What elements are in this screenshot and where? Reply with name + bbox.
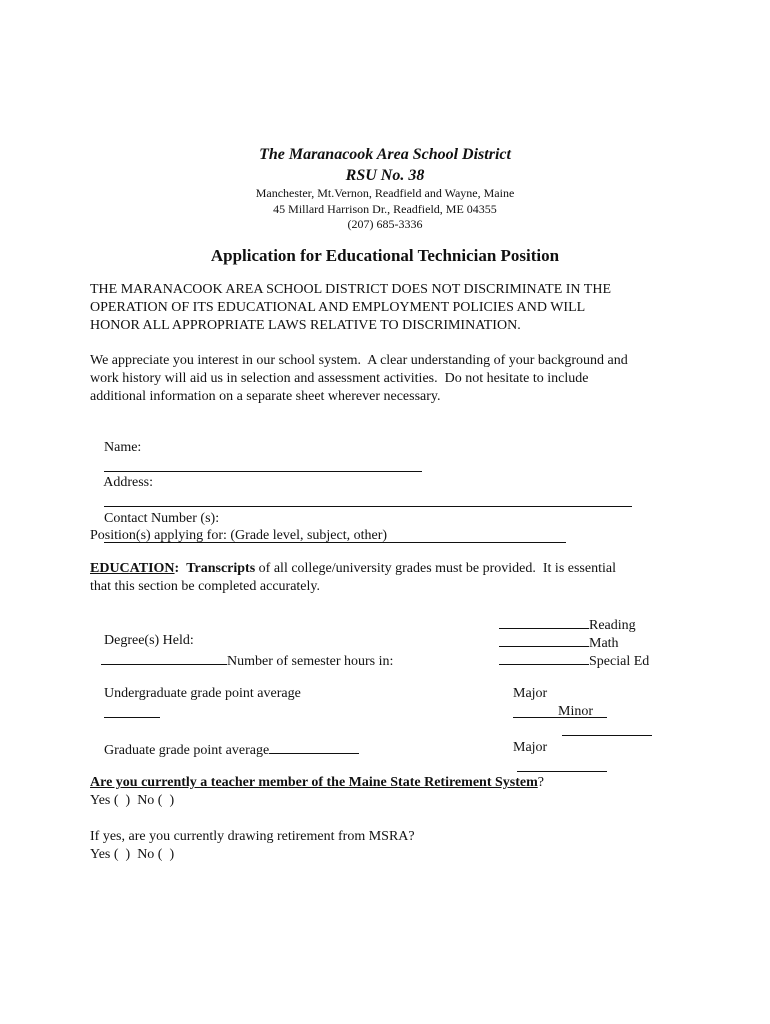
notice-line-3: HONOR ALL APPROPRIATE LAWS RELATIVE TO DISCRIMINATION. [90,318,521,333]
notice-line-1: THE MARANACOOK AREA SCHOOL DISTRICT DOES NOT DISCRIMINATE IN THE [90,282,612,297]
notice-line-2: OPERATION OF ITS EDUCATIONAL AND EMPLOYMENT POLICIES AND WILL [90,300,586,315]
retirement-question-1-text: Are you currently a teacher member of the Maine State Retirement System [90,775,538,790]
undergrad-gpa-input-line[interactable] [104,703,160,718]
name-label: Name: [104,440,142,455]
reading-label: Reading [589,618,636,633]
retirement-question-2: If yes, are you currently drawing retirement from MSRA? [90,829,415,844]
contact-number-label: Contact Number (s): [104,511,220,526]
special-ed-label: Special Ed [589,654,650,669]
application-title: Application for Educational Technician Position [210,246,560,265]
intro-line-2: work history will aid us in selection and assessment activities. Do not hesitate to include [90,371,589,386]
intro-line-3: additional information on a separate sheet wherever necessary. [90,389,441,404]
retirement-answer-1[interactable]: Yes ( ) No ( ) [90,793,175,808]
special-ed-hours-input-line[interactable] [499,650,589,665]
district-street-address: 45 Millard Harrison Dr., Readfield, ME 04355 [273,202,497,216]
transcripts-label: Transcripts [186,561,256,576]
grad-gpa-label: Graduate grade point average [104,743,270,758]
grad-major-input-line[interactable] [517,757,607,772]
retirement-question-1-mark: ? [537,775,544,790]
address-label: Address: [103,475,154,490]
undergrad-major-label: Major [513,686,548,701]
district-phone: (207) 685-3336 [347,217,423,231]
district-towns: Manchester, Mt.Vernon, Readfield and Wayne, Maine [255,186,515,200]
education-line-2: that this section be completed accurately. [90,579,321,594]
degrees-held-label: Degree(s) Held: [104,633,194,648]
reading-hours-input-line[interactable] [499,614,589,629]
math-hours-input-line[interactable] [499,632,589,647]
education-heading-line [90,560,616,578]
semester-hours-label: Number of semester hours in: [227,654,394,669]
education-heading-colon: : [174,561,180,576]
transcripts-text: of all college/university grades must be provided. It is essential [255,561,616,576]
district-title: The Maranacook Area School District [259,146,511,163]
grad-major-label: Major [513,740,548,755]
education-heading: EDUCATION [90,561,175,576]
intro-line-1: We appreciate you interest in our school system. A clear understanding of your background and [90,353,628,368]
undergrad-minor-label: Minor [558,704,593,719]
degrees-held-input-line[interactable] [101,650,227,665]
rsu-number: RSU No. 38 [345,167,425,184]
grad-gpa-input-line[interactable] [269,739,359,754]
grad-gpa-field [90,721,359,778]
math-label: Math [589,636,619,651]
retirement-answer-2[interactable]: Yes ( ) No ( ) [90,847,175,862]
retirement-question-1 [90,774,544,792]
undergrad-gpa-label: Undergraduate grade point average [104,686,301,701]
position-applying-label: Position(s) applying for: (Grade level, subject, other) [90,528,388,543]
